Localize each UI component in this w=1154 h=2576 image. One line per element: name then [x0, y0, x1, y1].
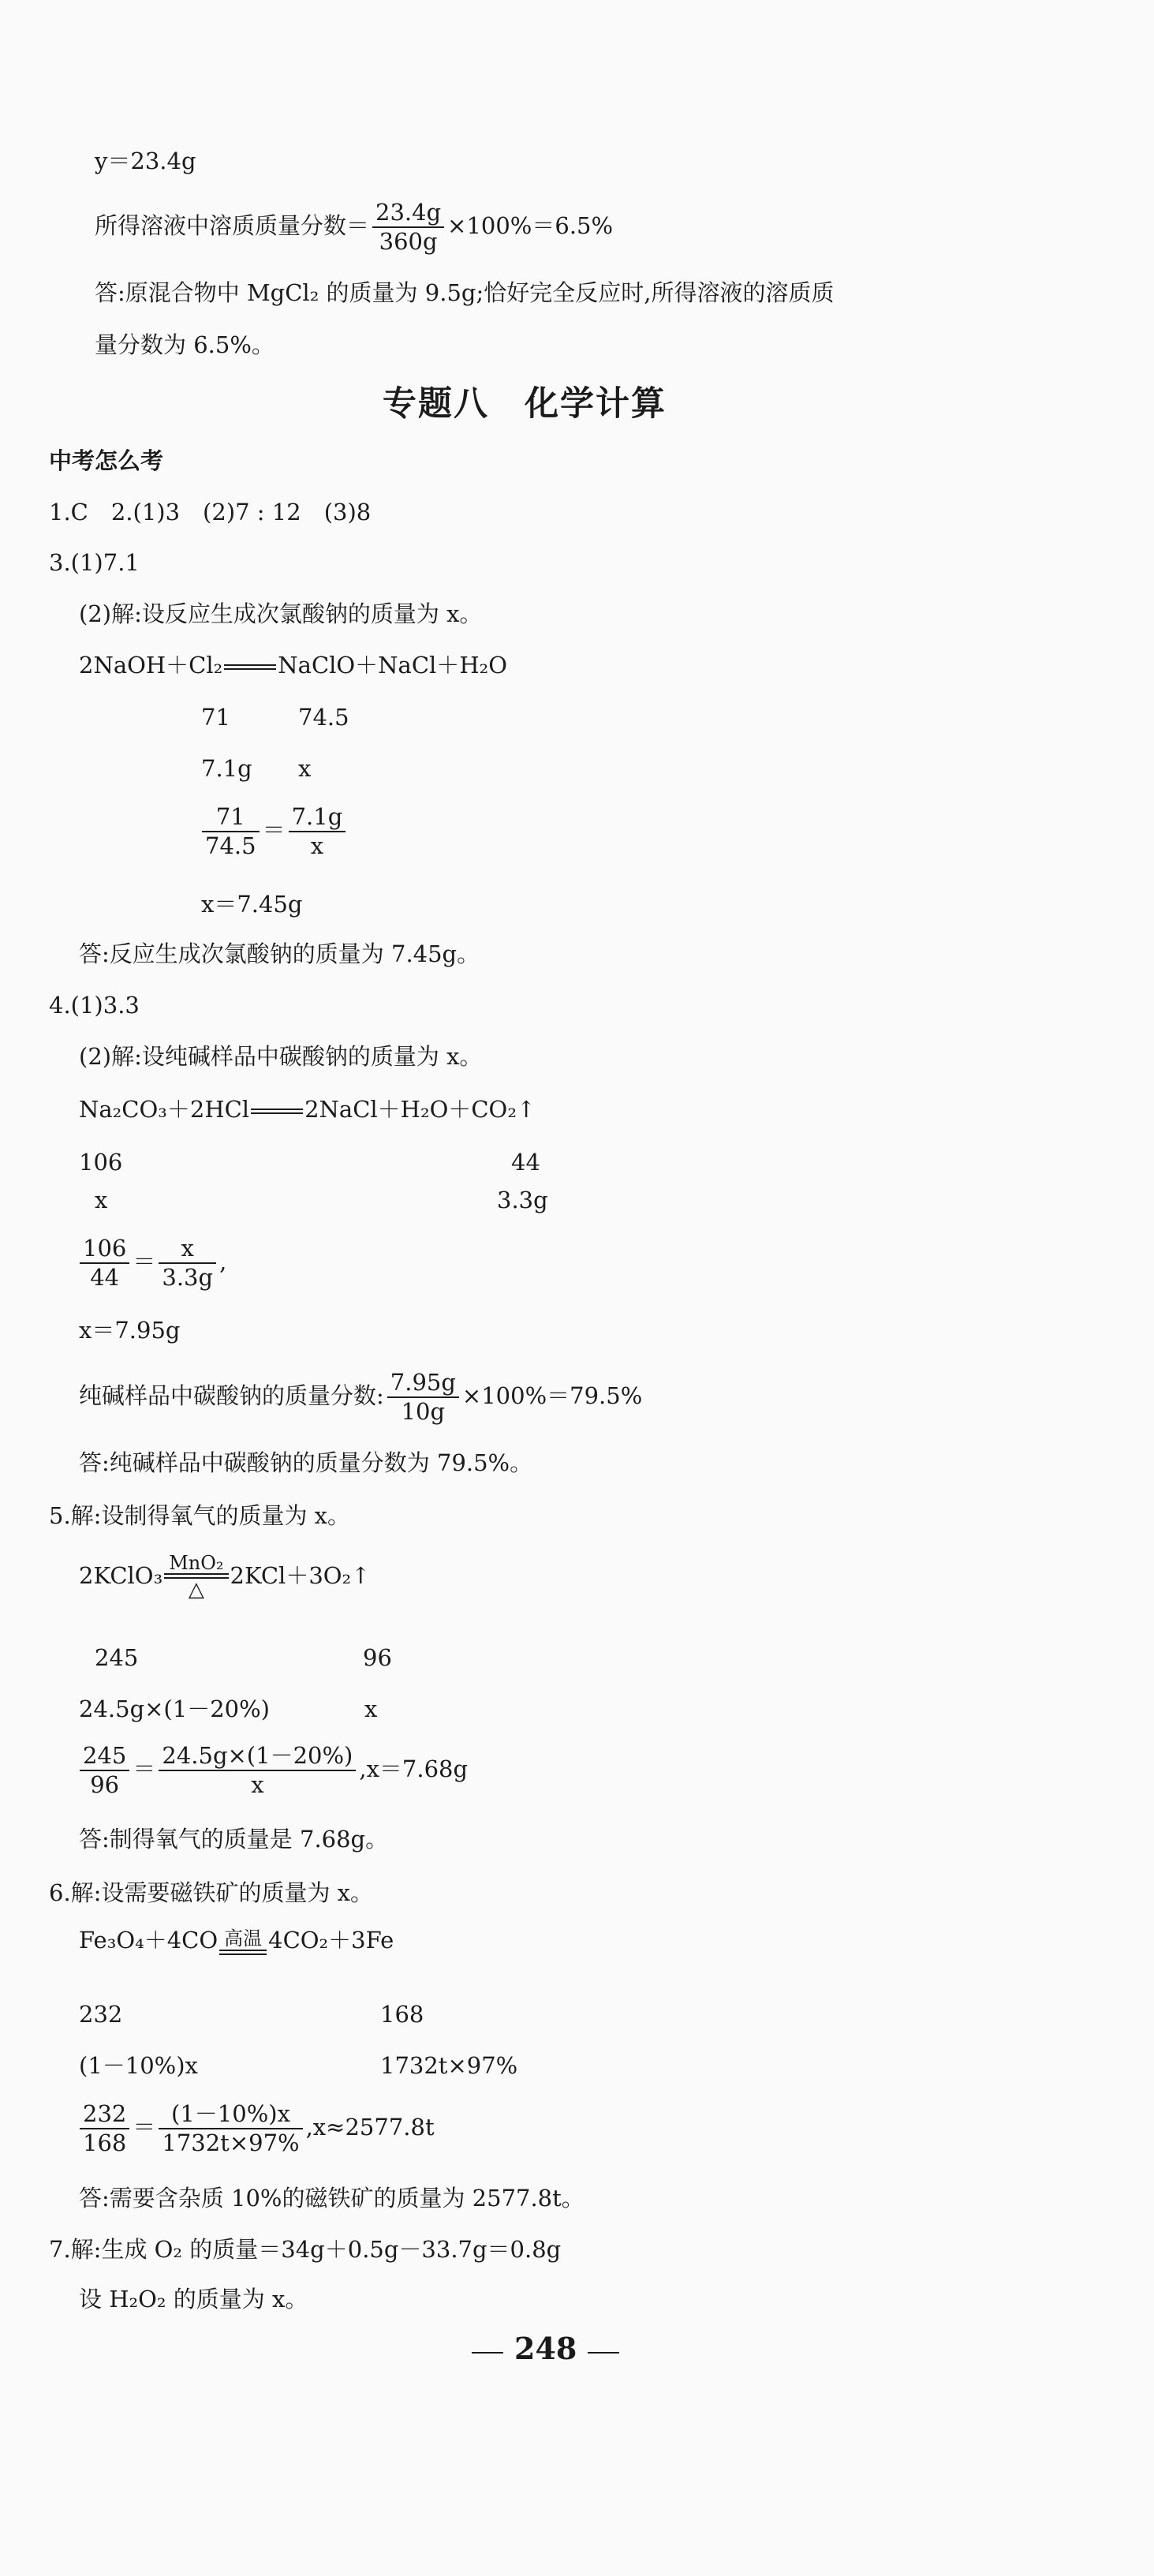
result-inline: ,x＝7.68g [359, 1755, 469, 1782]
fraction-denominator: 44 [90, 1263, 120, 1291]
equation-right: NaClO＋NaCl＋H₂O [278, 652, 508, 679]
equation-right: 2KCl＋3O₂↑ [230, 1562, 371, 1589]
fraction [80, 2100, 129, 2157]
section-title: 专题八 化学计算 [383, 384, 667, 424]
question-4-part-1: 4.(1)3.3 [49, 992, 140, 1019]
question-5-equation [79, 1553, 370, 1602]
answer-line: 答:反应生成次氯酸钠的质量为 7.45g。 [79, 940, 480, 967]
mass-fraction-prefix: 所得溶液中溶质质量分数＝ [95, 211, 370, 239]
proportion: $\frac{106}{44}$ ＝ $\frac{x}{3.3g}$ , [77, 1235, 226, 1292]
fraction-denominator: 96 [90, 1770, 120, 1798]
reaction-condition [164, 1553, 228, 1602]
mass-fraction-suffix: ×100%＝6.5% [447, 211, 614, 239]
fraction [159, 1235, 216, 1292]
equation-left: 2KClO₃ [79, 1562, 163, 1589]
equation-right: 4CO₂＋3Fe [268, 1927, 394, 1953]
fraction [159, 2100, 302, 2157]
given-mass: 1732t×97% [380, 2052, 518, 2079]
dash-decoration [472, 2352, 503, 2354]
question-3-equation [79, 652, 507, 679]
given-mass: 24.5g×(1－20%) [79, 1696, 270, 1722]
fraction-denominator: x [310, 832, 324, 859]
question-4-part-2: (2)解:设纯碱样品中碳酸钠的质量为 x。 [79, 1043, 483, 1070]
fraction-numerator: 24.5g×(1－20%) [159, 1742, 356, 1771]
mass-fraction [372, 199, 444, 256]
unknown-mass: (1－10%)x [79, 2052, 198, 2079]
question-4-equation [79, 1097, 536, 1123]
question-1-answers: 1.C 2.(1)3 (2)7 : 12 (3)8 [49, 499, 372, 525]
fraction-denominator: 74.5 [205, 832, 256, 859]
comma: , [219, 1247, 227, 1275]
fraction-numerator: 7.1g [289, 803, 346, 832]
question-7: 7.解:生成 O₂ 的质量＝34g＋0.5g－33.7g＝0.8g [49, 2236, 562, 2263]
condition-label: 高温 [224, 1927, 263, 1950]
subheading: 中考怎么考 [49, 447, 164, 474]
fraction-denominator: 10g [401, 1397, 446, 1425]
equals-sign [219, 1950, 267, 1955]
fraction [80, 1742, 129, 1799]
equals-sign [251, 1109, 303, 1114]
page-number: 248 [514, 2331, 577, 2366]
answer-line: 答:需要含杂质 10%的磁铁矿的质量为 2577.8t。 [79, 2185, 584, 2211]
question-5: 5.解:设制得氧气的质量为 x。 [49, 1502, 351, 1529]
mass-fraction-suffix: ×100%＝79.5% [461, 1381, 643, 1409]
molar-mass: 106 [79, 1149, 123, 1176]
proportion: $\frac{245}{96}$ ＝ $\frac{24.5g\times(1-20\%)}{x}$ ,x＝7.68g [77, 1742, 468, 1799]
unknown-mass: x [95, 1187, 108, 1213]
question-7-setup: 设 H₂O₂ 的质量为 x。 [79, 2286, 308, 2312]
answer-line: 答:原混合物中 MgCl₂ 的质量为 9.5g;恰好完全反应时,所得溶液的溶质质 [95, 279, 835, 306]
given-mass: 7.1g [201, 755, 252, 782]
mass-fraction [387, 1369, 459, 1426]
fraction-denominator: 3.3g [162, 1263, 214, 1291]
equation-left: 2NaOH＋Cl₂ [79, 652, 223, 679]
fraction-numerator: 232 [80, 2100, 129, 2129]
page-footer [461, 2331, 630, 2366]
fraction-numerator: 7.95g [387, 1369, 459, 1398]
answer-line: 答:纯碱样品中碳酸钠的质量分数为 79.5%。 [79, 1449, 533, 1476]
heat-symbol: △ [188, 1578, 204, 1602]
fraction-numerator: 23.4g [372, 199, 444, 228]
result-line: y＝23.4g [95, 148, 196, 174]
result-line: x＝7.95g [79, 1317, 181, 1344]
molar-mass: 44 [511, 1149, 540, 1176]
question-6-equation [79, 1927, 394, 1955]
fraction [202, 803, 260, 860]
molar-mass: 74.5 [298, 704, 349, 731]
molar-mass: 96 [363, 1644, 392, 1671]
catalyst-label: MnO₂ [169, 1552, 224, 1574]
unknown-mass: x [364, 1696, 378, 1722]
equals-sign [224, 664, 276, 670]
question-3-part-1: 3.(1)7.1 [49, 549, 140, 576]
mass-fraction-prefix: 纯碱样品中碳酸钠的质量分数: [79, 1381, 384, 1409]
equation-right: 2NaCl＋H₂O＋CO₂↑ [304, 1096, 536, 1123]
equation-left: Na₂CO₃＋2HCl [79, 1096, 250, 1123]
reaction-condition [219, 1928, 267, 1954]
fraction-denominator: x [251, 1770, 264, 1798]
question-3-part-2: (2)解:设反应生成次氯酸钠的质量为 x。 [79, 600, 483, 627]
fraction-denominator: 1732t×97% [162, 2129, 300, 2156]
given-mass: 3.3g [497, 1187, 548, 1213]
fraction-denominator: 168 [83, 2129, 127, 2156]
equation-left: Fe₃O₄＋4CO [79, 1927, 218, 1953]
answer-line-cont: 量分数为 6.5%。 [95, 331, 274, 358]
answer-line: 答:制得氧气的质量是 7.68g。 [79, 1826, 389, 1853]
proportion: $\frac{71}{74.5}$ ＝ $\frac{7.1g}{x}$ [199, 803, 349, 860]
fraction-denominator: 360g [379, 227, 438, 255]
molar-mass: 71 [201, 704, 230, 731]
fraction-numerator: (1－10%)x [159, 2100, 302, 2129]
unknown-mass: x [298, 755, 312, 782]
proportion: $\frac{232}{168}$ ＝ $\frac{(1-10\%)x}{1732t\times 97\%}$ ,x≈2577.8t [77, 2100, 435, 2157]
molar-mass: 232 [79, 2001, 123, 2028]
fraction-numerator: x [159, 1235, 216, 1264]
question-6: 6.解:设需要磁铁矿的质量为 x。 [49, 1879, 374, 1906]
fraction-numerator: 71 [202, 803, 260, 832]
result-inline: ,x≈2577.8t [305, 2113, 435, 2140]
fraction [159, 1742, 356, 1799]
molar-mass: 245 [95, 1644, 139, 1671]
molar-mass: 168 [380, 2001, 424, 2028]
result-line: x＝7.45g [201, 891, 303, 918]
mass-fraction-line [95, 199, 613, 256]
fraction [289, 803, 346, 860]
fraction [80, 1235, 129, 1292]
fraction-numerator: 106 [80, 1235, 129, 1264]
dash-decoration [588, 2352, 619, 2354]
fraction-numerator: 245 [80, 1742, 129, 1771]
mass-fraction-line [79, 1369, 642, 1426]
